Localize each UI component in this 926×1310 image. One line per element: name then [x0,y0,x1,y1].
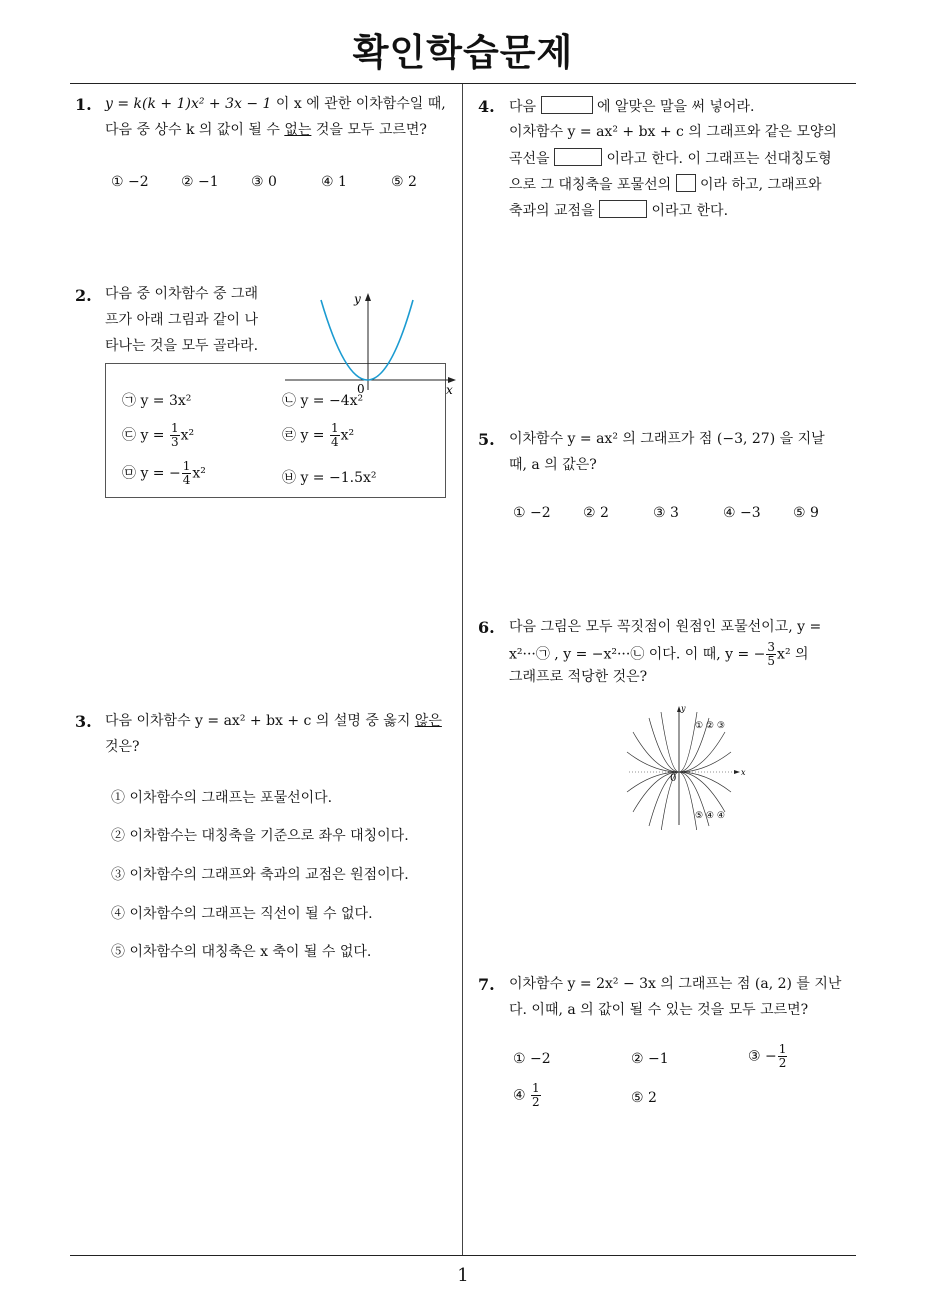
answer-option[interactable]: ㉠ y = 3x² [122,393,192,409]
answer-option[interactable]: ③ 이차함수의 그래프와 축과의 교점은 원점이다. [111,867,409,883]
answer-option[interactable]: ④ −3 [723,505,761,521]
question-number: 7. [478,975,495,994]
question-number: 6. [478,618,495,637]
blank-box[interactable] [541,96,593,114]
answer-option[interactable]: ② −1 [181,174,219,190]
question-text: 프가 아래 그림과 같이 나 [105,312,259,328]
question-text: 다음 에 알맞은 말을 써 넣어라. [509,96,754,117]
y-axis-label: y [681,704,686,713]
answer-option[interactable]: ② −1 [631,1051,669,1067]
answer-option[interactable]: ⑤ 2 [631,1090,657,1106]
question-text: 것은? [105,739,140,755]
question-text: 다음 중 상수 k 의 값이 될 수 없는 것을 모두 고르면? [105,122,427,138]
answer-option[interactable]: ③ 3 [653,505,679,521]
question-text: 으로 그 대칭축을 포물선의 이라 하고, 그래프와 [509,174,822,195]
question-text: 다음 이차함수 y = ax² + bx + c 의 설명 중 옳지 않은 [105,713,442,729]
footer-rule [70,1255,856,1256]
y-axis-label: y [354,292,361,306]
question-text: 곡선을 이라고 한다. 이 그래프는 선대칭도형 [509,148,832,169]
question-text: 축과의 교점을 이라고 한다. [509,200,728,221]
answer-option[interactable]: ④ 1 [321,174,347,190]
page-title: 확인학습문제 [352,31,574,74]
page-number: 1 [457,1265,469,1286]
question-number: 1. [75,95,92,114]
question-number: 5. [478,430,495,449]
parabola-graph [285,290,460,400]
answer-option[interactable]: ① −2 [111,174,149,190]
answer-option[interactable]: ② 2 [583,505,609,521]
question-text: 때, a 의 값은? [509,457,597,473]
answer-option[interactable]: ㉥ y = −1.5x² [282,470,377,486]
question-text: 그래프로 적당한 것은? [509,669,648,685]
answer-option[interactable]: ㉢ y = $\frac{1}{3}$ x² [122,421,195,449]
question-number: 2. [75,286,92,305]
answer-option[interactable]: ⑤ 9 [793,505,819,521]
answer-option[interactable]: ④ $\frac{1}{2}$ [513,1081,540,1109]
question-text: 다음 중 이차함수 중 그래 [105,286,259,302]
answer-option[interactable]: ① 이차함수의 그래프는 포물선이다. [111,790,333,806]
x-axis-label: x [446,383,453,397]
parabola-curve [321,300,413,380]
question-text: 다. 이때, a 의 값이 될 수 있는 것을 모두 고르면? [509,1002,809,1018]
origin-label: 0 [357,382,365,396]
answer-option[interactable]: ⑤ 이차함수의 대칭축은 x 축이 될 수 없다. [111,944,372,960]
answer-option[interactable]: ㉣ y = $\frac{1}{4}$ x² [282,421,355,449]
blank-box[interactable] [599,200,647,218]
question-text: 이차함수 y = ax² + bx + c 의 그래프와 같은 모양의 [509,124,837,140]
question-text: y = k(k + 1)x² + 3x − 1 이 x 에 관한 이차함수일 때, [105,96,446,112]
question-text: 이차함수 y = 2x² − 3x 의 그래프는 점 (a, 2) 를 지난 [509,976,842,992]
y-arrow [365,293,371,301]
header-rule [70,83,856,84]
question-text: 이차함수 y = ax² 의 그래프가 점 (−3, 27) 을 지날 [509,431,825,447]
x-arrow [734,770,740,774]
parabolas-graph [625,700,755,830]
answer-option[interactable]: ③ 0 [251,174,277,190]
curve-labels-bottom: ⑤ ④ ④ [695,811,725,821]
column-divider [462,84,463,1255]
answer-option[interactable]: ㉤ y = − $\frac{1}{4}$ x² [122,459,206,487]
answer-option[interactable]: ④ 이차함수의 그래프는 직선이 될 수 없다. [111,906,373,922]
answer-option[interactable]: ⑤ 2 [391,174,417,190]
blank-box[interactable] [676,174,696,192]
x-axis-label: x [741,768,746,777]
question-text: 타나는 것을 모두 골라라. [105,338,259,354]
origin-label: 0 [670,773,677,784]
answer-option[interactable]: ㉡ y = −4x² [282,393,364,409]
curve-labels-top: ① ② ③ [695,721,725,731]
question-text: x²···㉠ , y = −x²···㉡ 이다. 이 때, y = − $\frac{3}{5}$ x² 의 [509,640,809,668]
question-number: 3. [75,712,92,731]
blank-box[interactable] [554,148,602,166]
question-text: 다음 그림은 모두 꼭짓점이 원점인 포물선이고, y = [509,619,822,635]
answer-option[interactable]: ① −2 [513,1051,551,1067]
answer-option[interactable]: ② 이차함수는 대칭축을 기준으로 좌우 대칭이다. [111,828,409,844]
answer-option[interactable]: ① −2 [513,505,551,521]
answer-option[interactable]: ③ − $\frac{1}{2}$ [748,1042,787,1070]
question-number: 4. [478,97,495,116]
